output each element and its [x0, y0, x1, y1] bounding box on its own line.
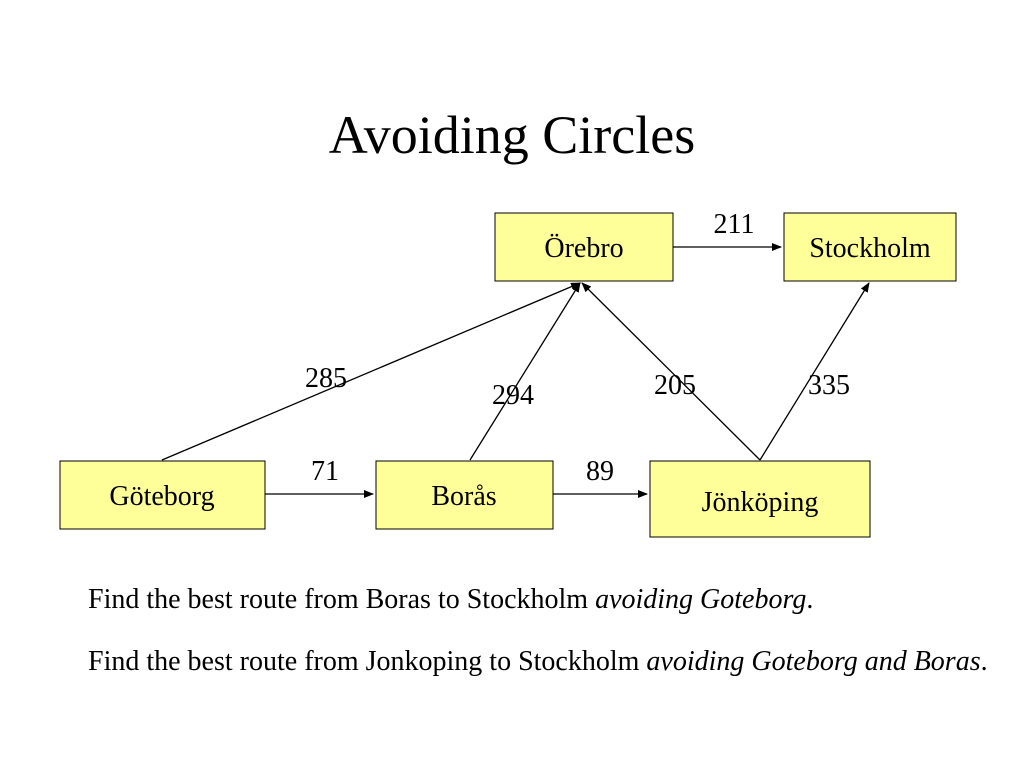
question-2-text: Find the best route from Jonkoping to Stockholm — [88, 646, 647, 677]
node-orebro — [495, 213, 673, 281]
edge-label-orebro-stockholm: 211 — [713, 209, 755, 240]
node-goteborg — [60, 461, 265, 529]
question-1-emphasis: avoiding Goteborg — [595, 584, 807, 615]
node-label-goteborg: Göteborg — [109, 481, 215, 512]
question-1 — [88, 580, 988, 620]
node-stockholm — [784, 213, 956, 281]
question-2 — [88, 642, 988, 682]
edge-label-boras-jonkoping: 89 — [586, 456, 614, 487]
edge-label-jonkoping-stockholm: 335 — [808, 370, 850, 401]
node-boras — [376, 461, 553, 529]
edge-label-goteborg-boras: 71 — [311, 456, 339, 487]
question-1-text: Find the best route from Boras to Stockholm — [88, 584, 596, 615]
edge-goteborg-orebro — [162, 283, 580, 460]
node-jonkoping — [650, 461, 870, 537]
question-2-end: . — [980, 646, 988, 677]
node-label-orebro: Örebro — [544, 233, 624, 264]
question-1-end: . — [806, 584, 814, 615]
node-label-boras: Borås — [431, 481, 497, 512]
slide-title: Avoiding Circles — [328, 105, 696, 165]
edge-label-jonkoping-orebro: 205 — [654, 370, 696, 401]
question-2-emphasis: avoiding Goteborg and Boras — [646, 646, 981, 677]
node-label-stockholm: Stockholm — [809, 233, 931, 264]
edge-label-boras-orebro: 294 — [492, 380, 534, 411]
edge-label-goteborg-orebro: 285 — [305, 363, 347, 394]
edge-boras-orebro — [470, 283, 580, 460]
node-label-jonkoping: Jönköping — [701, 487, 819, 518]
